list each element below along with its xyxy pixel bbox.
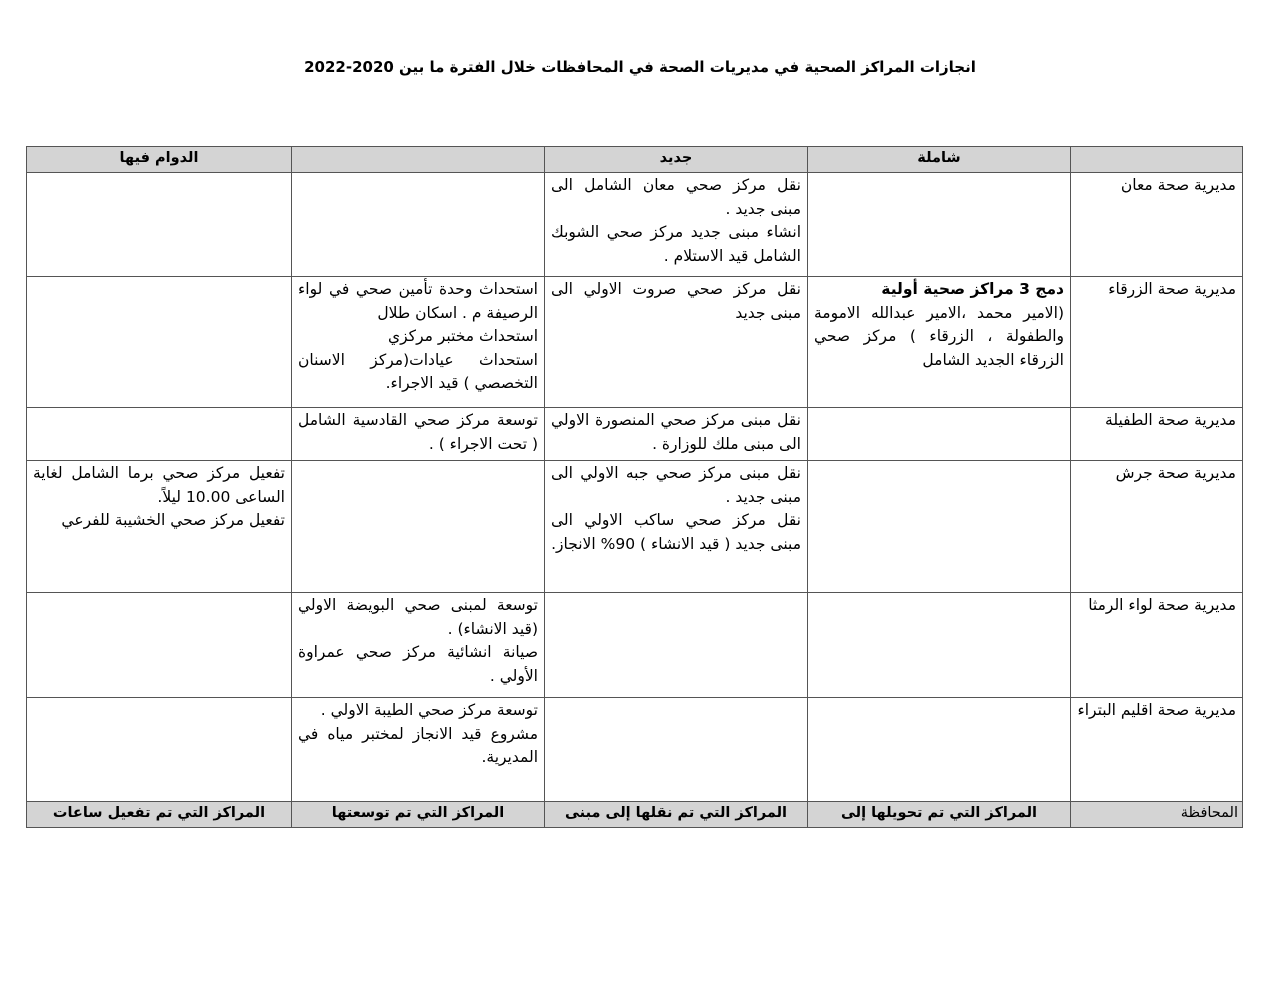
governorate-cell: مديرية صحة معان xyxy=(1071,173,1243,277)
moved-cell xyxy=(545,173,808,277)
table-row xyxy=(27,408,1243,461)
converted-cell xyxy=(808,277,1071,408)
hours-cell xyxy=(27,408,292,461)
moved-item: انشاء مبنى جديد مركز صحي الشوبك الشامل قيد الاستلام . xyxy=(551,223,801,265)
hours-item: تفعيل مركز صحي الخشيبة للفرعي xyxy=(61,511,285,529)
header-bottom-converted: المراكز التي تم تحويلها إلى xyxy=(808,802,1071,828)
expanded-item: صيانة انشائية مركز صحي عمراوة الأولي . xyxy=(298,643,538,685)
expanded-cell xyxy=(292,173,545,277)
header-top-expanded xyxy=(292,147,545,173)
table-row xyxy=(27,277,1243,408)
converted-cell xyxy=(808,173,1071,277)
header-top-converted: شاملة xyxy=(808,147,1071,173)
header-bottom-expanded: المراكز التي تم توسعتها xyxy=(292,802,545,828)
moved-cell xyxy=(545,277,808,408)
hours-cell xyxy=(27,461,292,593)
header-row-top xyxy=(27,147,1243,173)
moved-item: نقل مركز صحي ساكب الاولي الى مبنى جديد ( قيد الانشاء ) 90% الانجاز. xyxy=(551,511,801,553)
converted-cell xyxy=(808,408,1071,461)
expanded-cell xyxy=(292,593,545,698)
governorate-cell: مديرية صحة لواء الرمثا xyxy=(1071,593,1243,698)
header-top-hours: الدوام فيها xyxy=(27,147,292,173)
moved-item: نقل مركز صحي صروت الاولي الى مبنى جديد xyxy=(551,280,801,322)
moved-cell xyxy=(545,698,808,802)
governorate-cell: مديرية صحة الطفيلة xyxy=(1071,408,1243,461)
expanded-item: توسعة مركز صحي الطيبة الاولي . xyxy=(320,701,538,719)
expanded-item: مشروع قيد الانجاز لمختبر مياه في المديرية. xyxy=(298,724,538,766)
expanded-cell xyxy=(292,461,545,593)
expanded-item: استحداث عيادات(مركز الاسنان التخصصي ) قيد الاجراء. xyxy=(298,350,538,392)
table-row xyxy=(27,461,1243,593)
header-top-moved: جديد xyxy=(545,147,808,173)
moved-item: نقل مبنى مركز صحي المنصورة الاولي الى مبنى ملك للوزارة . xyxy=(551,411,801,453)
moved-cell xyxy=(545,593,808,698)
achievements-table xyxy=(26,146,1243,828)
converted-cell xyxy=(808,461,1071,593)
governorate-cell: مديرية صحة جرش xyxy=(1071,461,1243,593)
page-title: انجازات المراكز الصحية في مديريات الصحة في المحافظات خلال الفترة ما بين 2020-2022 xyxy=(304,58,976,76)
converted-item: (الامير محمد ،الامير عبدالله الامومة والطفولة ، الزرقاء ) مركز صحي الزرقاء الجديد الشامل xyxy=(814,303,1064,369)
table-row xyxy=(27,698,1243,802)
governorate-cell: مديرية صحة اقليم البتراء xyxy=(1071,698,1243,802)
expanded-cell xyxy=(292,277,545,408)
header-bottom-moved: المراكز التي تم نقلها إلى مبنى xyxy=(545,802,808,828)
table-row xyxy=(27,173,1243,277)
moved-cell xyxy=(545,461,808,593)
header-row-bottom xyxy=(27,802,1243,828)
hours-cell xyxy=(27,277,292,408)
converted-cell xyxy=(808,593,1071,698)
expanded-item: توسعة مركز صحي القادسية الشامل ( تحت الاجراء ) . xyxy=(298,411,538,453)
hours-item: تفعيل مركز صحي برما الشامل لغاية الساعى 10.00 ليلاً. xyxy=(33,464,285,506)
table-row xyxy=(27,593,1243,698)
moved-cell xyxy=(545,408,808,461)
header-bottom-governorate: المحافظة xyxy=(1071,802,1243,828)
expanded-item: توسعة لمبنى صحي البويضة الاولي (قيد الانشاء) . xyxy=(298,596,538,638)
header-bottom-hours: المراكز التي تم تفعيل ساعات xyxy=(27,802,292,828)
expanded-item: استحداث مختبر مركزي xyxy=(388,327,538,345)
expanded-cell xyxy=(292,698,545,802)
hours-cell xyxy=(27,173,292,277)
moved-item: نقل مركز صحي معان الشامل الى مبنى جديد . xyxy=(551,176,801,218)
expanded-item: استحداث وحدة تأمين صحي في لواء الرصيفة م . اسكان طلال xyxy=(298,280,538,322)
converted-title: دمج 3 مراكز صحية أولية xyxy=(881,280,1064,298)
expanded-cell xyxy=(292,408,545,461)
converted-cell xyxy=(808,698,1071,802)
hours-cell xyxy=(27,698,292,802)
hours-cell xyxy=(27,593,292,698)
header-top-governorate xyxy=(1071,147,1243,173)
governorate-cell: مديرية صحة الزرقاء xyxy=(1071,277,1243,408)
moved-item: نقل مبنى مركز صحي جبه الاولي الى مبنى جديد . xyxy=(551,464,801,506)
